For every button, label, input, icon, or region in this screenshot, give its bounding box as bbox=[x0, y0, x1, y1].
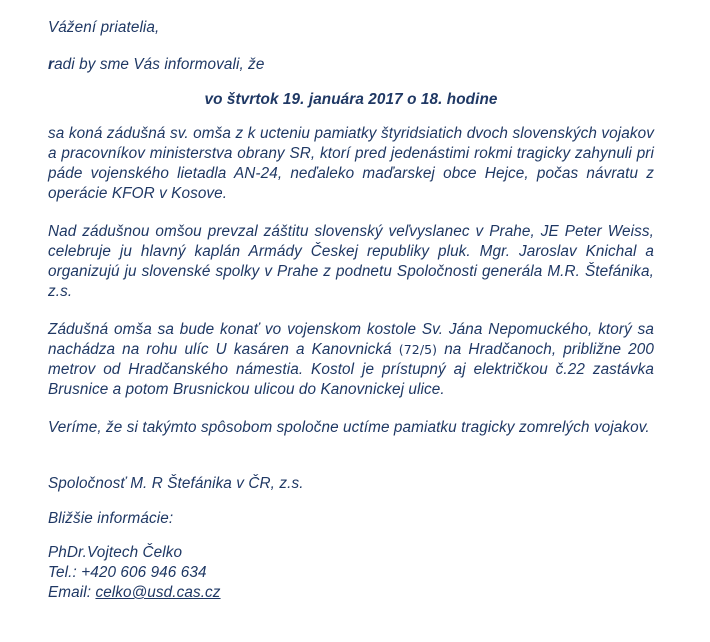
paragraph-remembrance: Veríme, že si takýmto spôsobom spoločne uctíme pamiatku tragicky zomrelých vojakov. bbox=[48, 419, 650, 436]
greeting: Vážení priatelia, bbox=[48, 19, 160, 36]
event-date-line: vo štvrtok 19. januára 2017 o 18. hodine bbox=[204, 91, 498, 108]
location-text-end: na Hradčanoch, približne 200 metrov od Hradčanského námestia. Kostol je prístupný aj električkou č.22 zastávka Brusnice a potom Brusnickou ulicou do Kanovnickej ulice. bbox=[48, 341, 655, 398]
location-text-start: Zádušná omša sa bude konať vo vojenskom kostole Sv. Jána Nepomuckého, ktorý sa nachádza na rohu ulíc U kasáren a Kanovnická bbox=[48, 321, 654, 358]
paragraph-location bbox=[48, 320, 654, 400]
more-info-heading: Bližšie informácie: bbox=[48, 510, 174, 527]
signature-organization: Spoločnosť M. R Štefánika v ČR, z.s. bbox=[48, 475, 304, 492]
paragraph-patronage: Nad zádušnou omšou prevzal záštitu slovenský veľvyslanec v Prahe, JE Peter Weiss, celebruje ju hlavný kaplán Armády Českej republiky pluk. Mgr. Jaroslav Knichal a organizujú ju slovenské spolky v Prahe z podnetu Spoločnosti generála M.R. Štefánika, z.s. bbox=[48, 223, 654, 300]
contact-email-link[interactable]: celko@usd.cas.cz bbox=[95, 584, 221, 601]
intro-first-letter: r bbox=[48, 56, 55, 73]
contact-email-label: Email: bbox=[48, 584, 96, 601]
contact-email-line bbox=[48, 583, 654, 603]
contact-phone: Tel.: +420 606 946 634 bbox=[48, 564, 207, 581]
intro-line bbox=[48, 55, 654, 75]
contact-name: PhDr.Vojtech Čelko bbox=[48, 544, 183, 561]
street-number: (72/5) bbox=[398, 342, 438, 357]
paragraph-mass-announcement: sa koná zádušná sv. omša z k ucteniu pamiatky štyridsiatich dvoch slovenských vojakov a pracovníkov ministerstva obrany SR, ktorí pred jedenástimi rokmi tragicky zahynuli pri páde vojenského lietadla AN-24, neďaleko maďarskej obce Hejce, počas návratu z operácie KFOR v Kosove. bbox=[48, 125, 654, 202]
contact-block bbox=[48, 543, 654, 603]
intro-text: adi by sme Vás informovali, že bbox=[54, 56, 265, 73]
